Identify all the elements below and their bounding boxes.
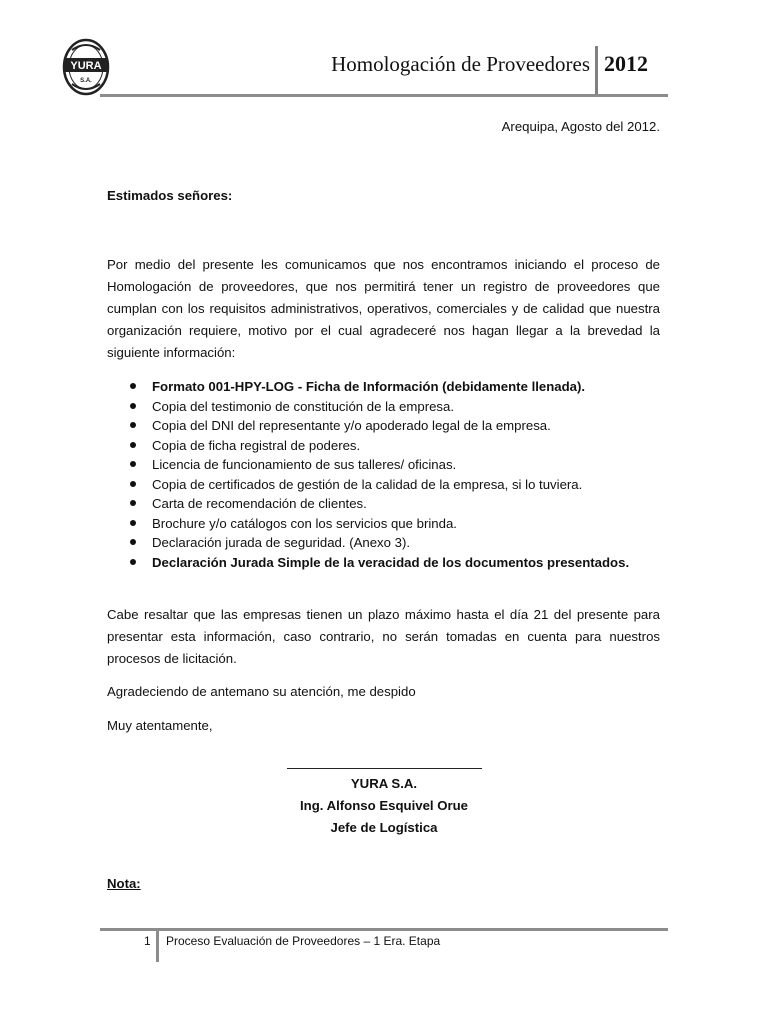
bullet-icon	[130, 481, 136, 487]
letter-date: Arequipa, Agosto del 2012.	[501, 119, 660, 134]
regards-line: Muy atentamente,	[107, 718, 213, 733]
company-logo	[62, 38, 110, 96]
footer-rule	[100, 928, 668, 931]
bullet-icon	[130, 539, 136, 545]
list-item: Brochure y/o catálogos con los servicios que brinda.	[107, 514, 667, 534]
footer-divider	[156, 928, 159, 962]
list-item: Copia de certificados de gestión de la calidad de la empresa, si lo tuviera.	[107, 475, 667, 495]
footer-text: Proceso Evaluación de Proveedores – 1 Era. Etapa	[166, 934, 441, 948]
bullet-icon	[130, 442, 136, 448]
document-title: Homologación de Proveedores	[331, 52, 590, 76]
signature-line	[287, 768, 482, 769]
bullet-icon	[130, 383, 136, 389]
header-divider	[595, 46, 598, 96]
bullet-icon	[130, 422, 136, 428]
list-item: Declaración Jurada Simple de la veracidad de los documentos presentados.	[107, 553, 667, 573]
signature-name: Ing. Alfonso Esquivel Orue	[299, 798, 469, 813]
list-item: Declaración jurada de seguridad. (Anexo 3).	[107, 533, 667, 553]
closing-paragraph: Cabe resaltar que las empresas tienen un plazo máximo hasta el día 21 del presente para presentar esta información, caso contrario, no serán tomadas en cuenta para nuestros procesos de licitación.	[107, 607, 660, 666]
bullet-icon	[130, 520, 136, 526]
list-item: Copia del testimonio de constitución de la empresa.	[107, 397, 667, 417]
note-label: Nota:	[107, 876, 141, 891]
bullet-icon	[130, 403, 136, 409]
bullet-icon	[130, 461, 136, 467]
signature-role: Jefe de Logística	[330, 820, 438, 835]
bullet-icon	[130, 500, 136, 506]
bullet-icon	[130, 559, 136, 565]
thanks-line: Agradeciendo de antemano su atención, me despido	[107, 684, 416, 699]
list-item: Copia del DNI del representante y/o apoderado legal de la empresa.	[107, 416, 667, 436]
signature-company: YURA S.A.	[350, 776, 418, 791]
intro-paragraph: Por medio del presente les comunicamos que nos encontramos iniciando el proceso de Homologación de proveedores, que nos permitirá tener un registro de proveedores que cumplan con los requisitos administrativos, operativos, comerciales y de calidad que nuestra organización requiere, motivo por el cual agradeceré nos hagan llegar a la brevedad la siguiente información:	[107, 257, 660, 360]
list-item: Formato 001-HPY-LOG - Ficha de Información (debidamente llenada).	[107, 377, 667, 397]
list-item: Licencia de funcionamiento de sus talleres/ oficinas.	[107, 455, 667, 475]
svg-text:YURA: YURA	[70, 60, 102, 72]
header-rule	[100, 94, 668, 97]
letter-greeting: Estimados señores:	[107, 188, 233, 203]
document-year: 2012	[604, 51, 648, 76]
list-item: Copia de ficha registral de poderes.	[107, 436, 667, 456]
list-item: Carta de recomendación de clientes.	[107, 494, 667, 514]
svg-text:S.A.: S.A.	[80, 78, 92, 84]
requirements-list	[107, 377, 667, 572]
page-number: 1	[144, 934, 151, 948]
